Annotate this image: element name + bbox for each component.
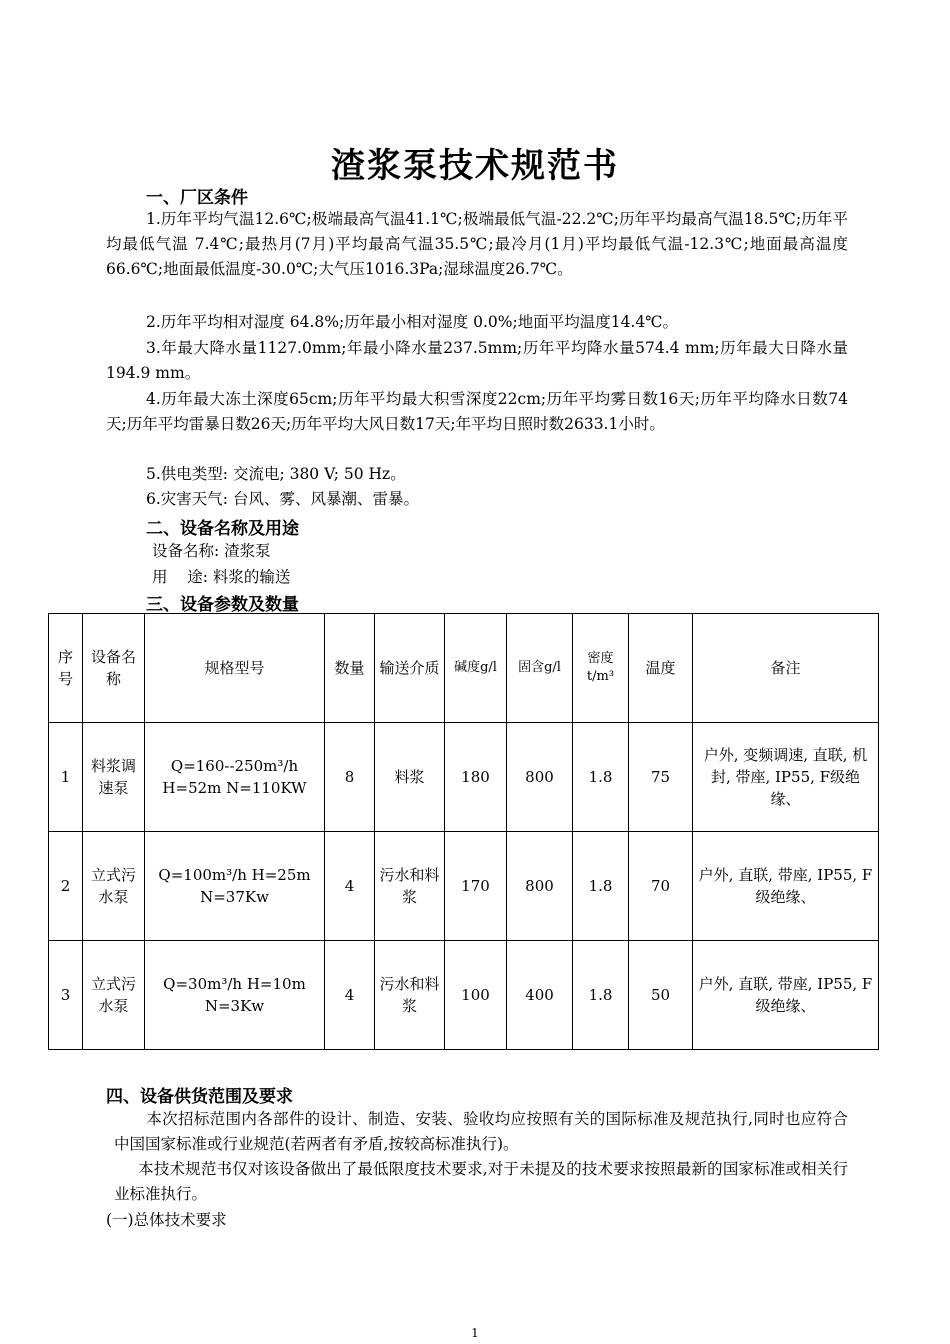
paragraph-precipitation <box>106 336 848 386</box>
header-cell: 固含g/l <box>507 614 573 723</box>
table-cell: 800 <box>507 832 573 941</box>
document-title: 渣浆泵技术规范书 <box>331 146 619 186</box>
header-cell: 密度t/m³ <box>573 614 629 723</box>
table-cell: 污水和料浆 <box>375 941 445 1050</box>
subsection-general-requirements: (一)总体技术要求 <box>106 1211 227 1229</box>
equipment-name-line: 设备名称: 渣浆泵 <box>152 542 271 560</box>
table-cell: 100 <box>445 941 507 1050</box>
table-cell: 4 <box>325 832 375 941</box>
table-row <box>49 723 879 832</box>
paragraph-climate-temperature <box>106 207 848 282</box>
header-cell: 规格型号 <box>145 614 325 723</box>
equipment-use-line: 用 途: 料浆的输送 <box>152 568 291 586</box>
equipment-parameters-table <box>48 613 879 1050</box>
table-cell: 料浆 <box>375 723 445 832</box>
table-cell: 1 <box>49 723 83 832</box>
table-cell: Q=160--250m³/h H=52m N=110KW <box>145 723 325 832</box>
table-row <box>49 941 879 1050</box>
paragraph-minimum-requirements <box>114 1157 848 1207</box>
table-cell: 2 <box>49 832 83 941</box>
header-cell: 碱度g/l <box>445 614 507 723</box>
section-2-heading: 二、设备名称及用途 <box>146 519 299 539</box>
table-cell: 立式污水泵 <box>83 832 145 941</box>
table-header-row <box>49 614 879 723</box>
section-3-heading: 三、设备参数及数量 <box>146 595 299 615</box>
paragraph-text: 3.年最大降水量1127.0mm;年最小降水量237.5mm;历年平均降水量574.4 mm;历年最大日降水量194.9 mm。 <box>106 339 848 382</box>
header-cell: 数量 <box>325 614 375 723</box>
table-cell: 8 <box>325 723 375 832</box>
table-row <box>49 832 879 941</box>
paragraph-text: 4.历年最大冻土深度65cm;历年平均最大积雪深度22cm;历年平均雾日数16天;历年平均降水日数74天;历年平均雷暴日数26天;历年平均大风日数17天;年平均日照时数2633.1小时。 <box>106 390 848 433</box>
section-4-heading: 四、设备供货范围及要求 <box>106 1087 293 1107</box>
table-cell: 70 <box>629 832 693 941</box>
header-cell: 备注 <box>693 614 879 723</box>
table-cell: 1.8 <box>573 832 629 941</box>
paragraph-frost-snow <box>106 387 848 437</box>
table-cell: 4 <box>325 941 375 1050</box>
table-cell: 户外, 变频调速, 直联, 机封, 带座, IP55, F级绝缘、 <box>693 723 879 832</box>
header-cell: 输送介质 <box>375 614 445 723</box>
table-cell: 料浆调速泵 <box>83 723 145 832</box>
table-cell: 170 <box>445 832 507 941</box>
table-cell: 污水和料浆 <box>375 832 445 941</box>
table-cell: 立式污水泵 <box>83 941 145 1050</box>
disaster-weather-line: 6.灾害天气: 台风、雾、风暴潮、雷暴。 <box>146 490 419 508</box>
table-cell: 800 <box>507 723 573 832</box>
table-cell: 户外, 直联, 带座, IP55, F级绝缘、 <box>693 941 879 1050</box>
table-cell: 400 <box>507 941 573 1050</box>
table-cell: Q=30m³/h H=10m N=3Kw <box>145 941 325 1050</box>
table-cell: Q=100m³/h H=25m N=37Kw <box>145 832 325 941</box>
header-cell: 序号 <box>49 614 83 723</box>
paragraph-text: 本次招标范围内各部件的设计、制造、安装、验收均应按照有关的国际标准及规范执行,同时也应符合中国国家标准或行业规范(若两者有矛盾,按较高标准执行)。 <box>114 1110 848 1153</box>
section-1-heading: 一、厂区条件 <box>146 188 248 208</box>
table-cell: 3 <box>49 941 83 1050</box>
table-cell: 50 <box>629 941 693 1050</box>
paragraph-text: 2.历年平均相对湿度 64.8%;历年最小相对湿度 0.0%;地面平均温度14.4℃。 <box>146 313 679 331</box>
paragraph-text: 1.历年平均气温12.6℃;极端最高气温41.1℃;极端最低气温-22.2℃;历年平均最高气温18.5℃;历年平均最低气温 7.4℃;最热月(7月)平均最高气温35.5℃;最冷月(1月)平均最低气温-12.3℃;地面最高温度66.6℃;地面最低温度-30.0℃;大气压1016.3Pa;湿球温度26.7℃。 <box>106 210 848 278</box>
table-cell: 75 <box>629 723 693 832</box>
table-cell: 1.8 <box>573 723 629 832</box>
table-cell: 1.8 <box>573 941 629 1050</box>
table-cell: 户外, 直联, 带座, IP55, F级绝缘、 <box>693 832 879 941</box>
paragraph-text: 本技术规范书仅对该设备做出了最低限度技术要求,对于未提及的技术要求按照最新的国家标准或相关行业标准执行。 <box>114 1160 848 1203</box>
header-cell: 温度 <box>629 614 693 723</box>
page-number: 1 <box>471 1326 479 1340</box>
table-cell: 180 <box>445 723 507 832</box>
header-cell: 设备名称 <box>83 614 145 723</box>
paragraph-humidity <box>106 310 848 335</box>
power-supply-line: 5.供电类型: 交流电; 380 V; 50 Hz。 <box>146 465 406 483</box>
paragraph-standards <box>114 1107 848 1157</box>
